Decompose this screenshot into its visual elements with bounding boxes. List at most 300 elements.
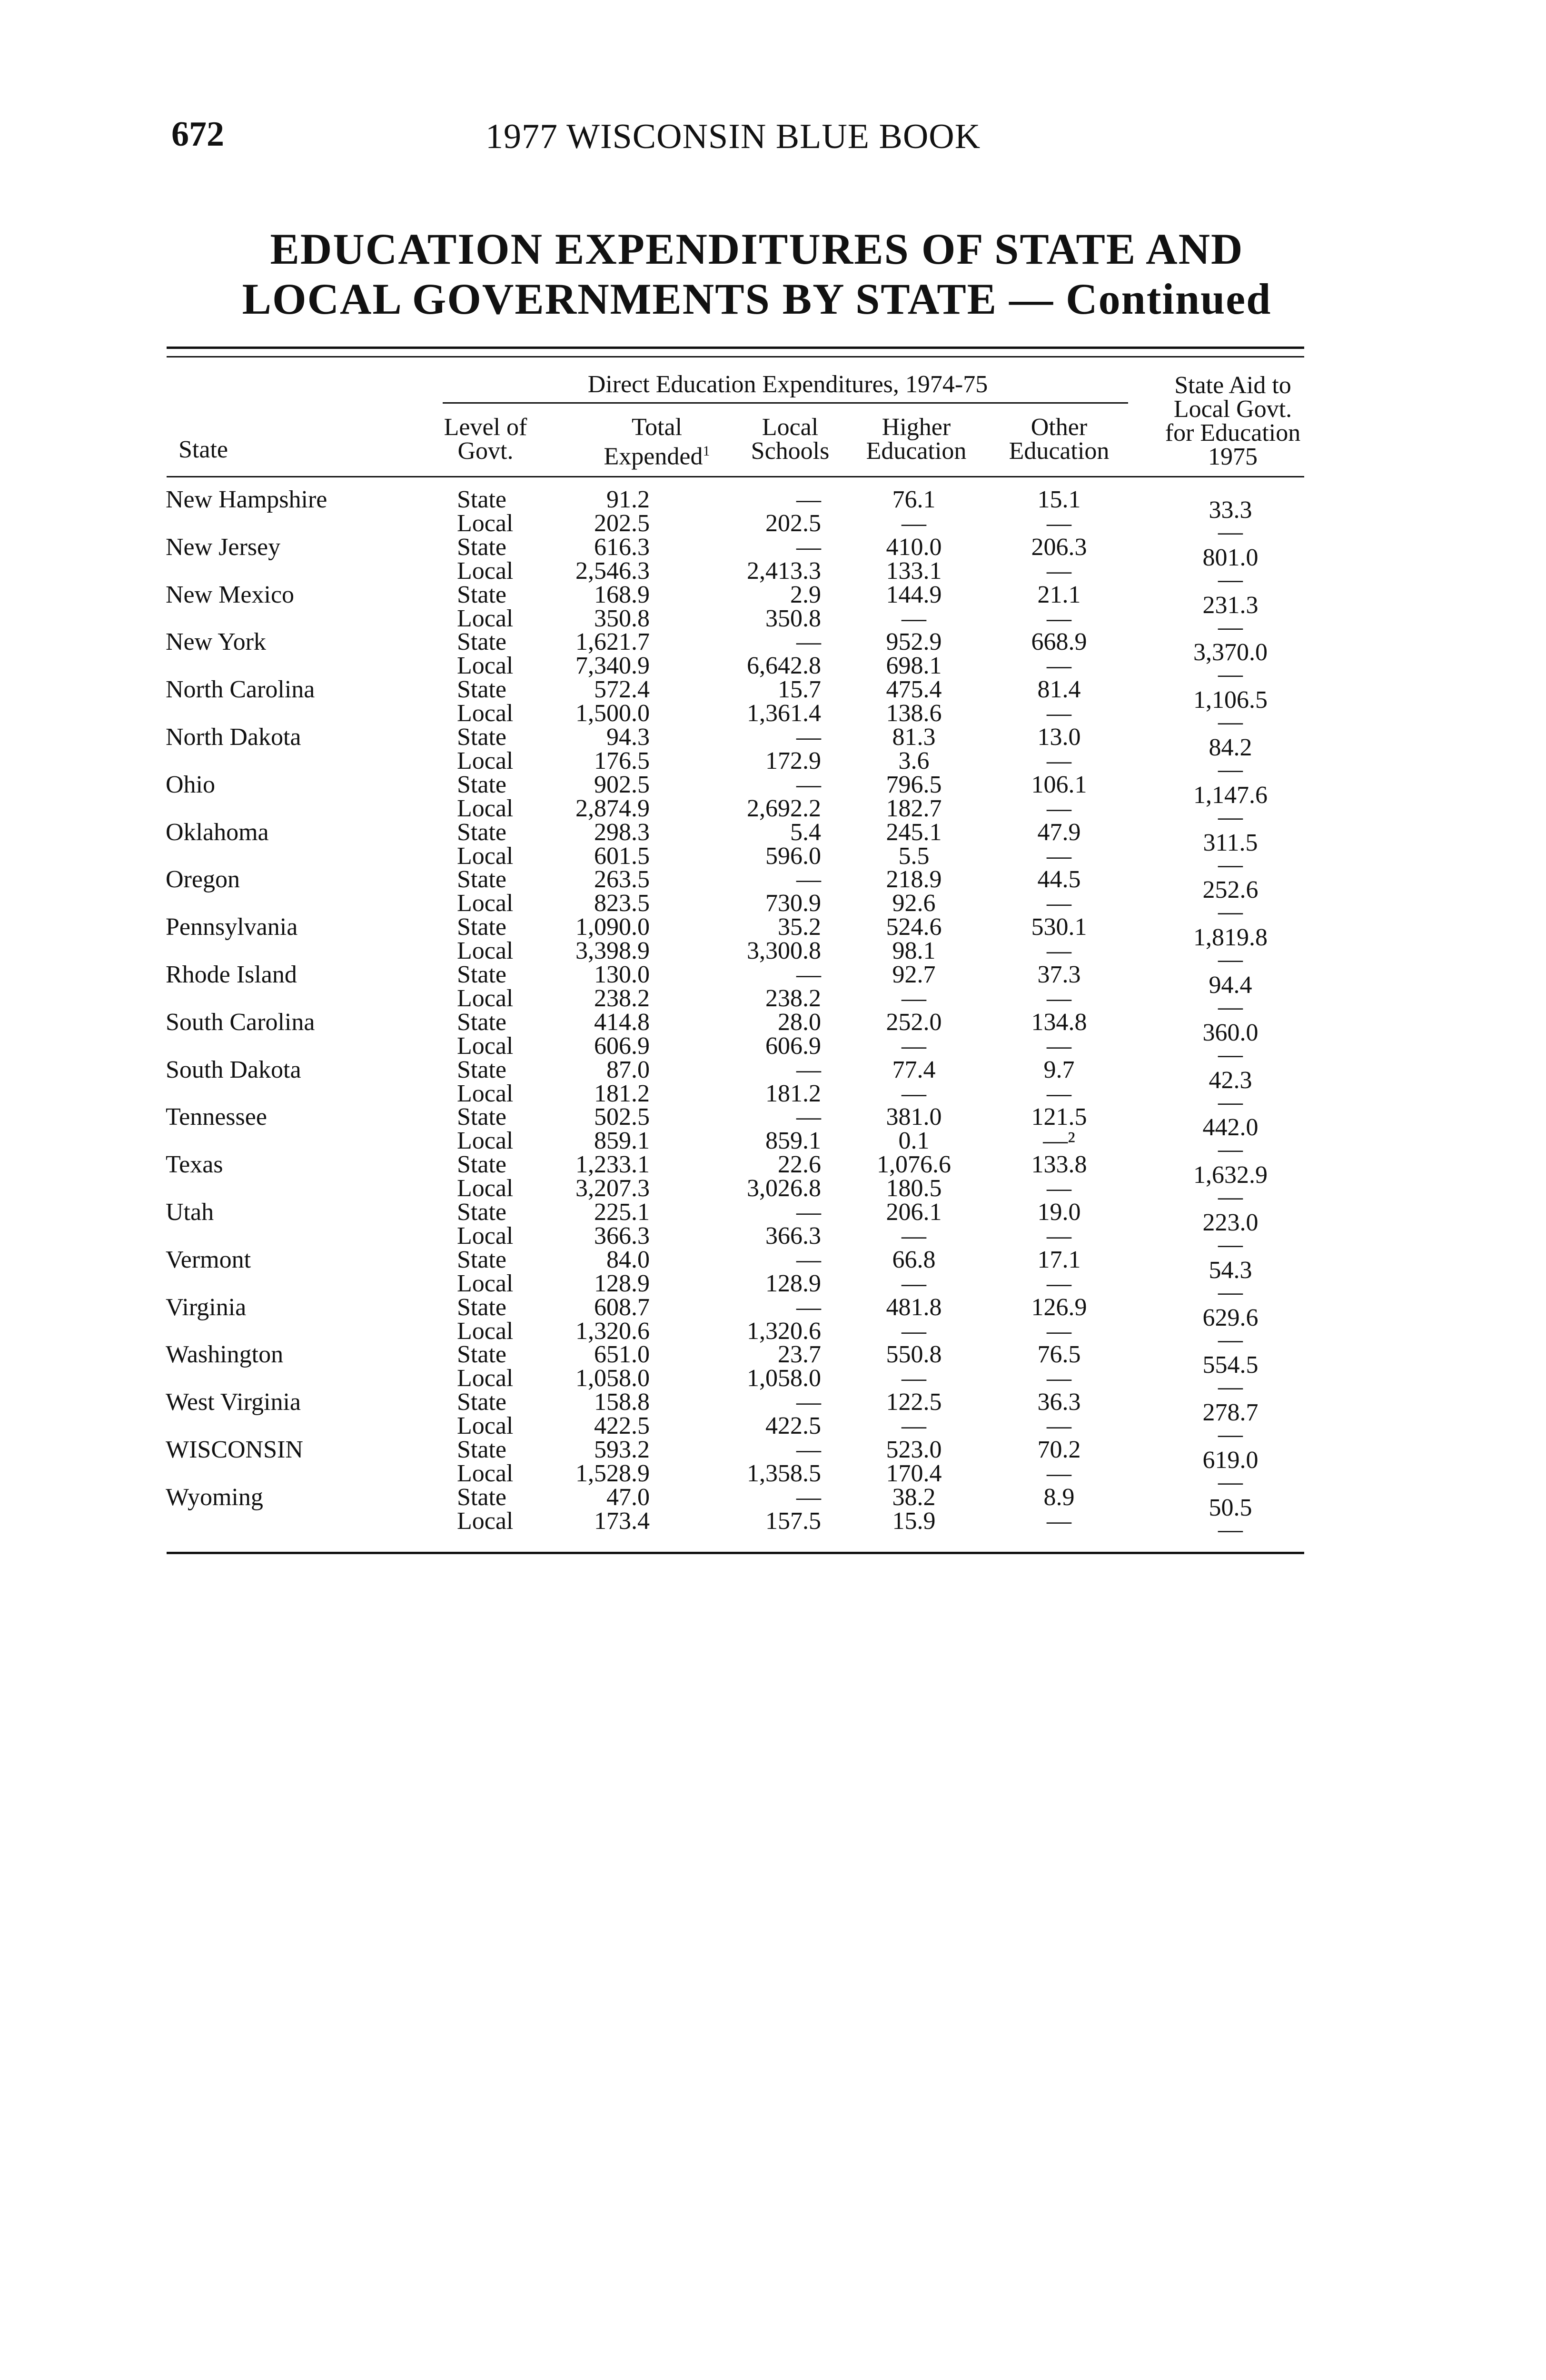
local-schools-state: — [796,1056,821,1083]
local-schools-local: 2,413.3 [747,557,821,585]
state-aid: 84.2 [1209,734,1252,761]
local-schools-state: 5.4 [790,818,821,846]
total-local: 1,528.9 [575,1460,650,1487]
table-row [0,771,1546,831]
level-state: State [457,961,506,988]
state-aid: 1,147.6 [1193,781,1268,809]
state-name: Texas [166,1151,223,1179]
higher-ed-local: 3.6 [898,747,930,774]
state-aid: 94.4 [1209,972,1252,999]
header-local-line-1: Local [762,414,819,441]
table-row [0,1008,1546,1068]
level-local: Local [457,652,514,680]
state-aid: 54.3 [1209,1256,1252,1284]
level-state: State [457,1008,506,1036]
higher-ed-local: 138.6 [886,700,942,727]
level-local: Local [457,985,514,1012]
higher-ed-state: 38.2 [892,1483,936,1511]
local-schools-local: 1,058.0 [747,1365,821,1392]
table-title-main: LOCAL GOVERNMENTS BY STATE [242,275,998,323]
header-total-line-2 [585,439,728,468]
state-aid-local: — [1218,1421,1243,1448]
total-state: 414.8 [594,1008,650,1036]
higher-ed-state: 252.0 [886,1008,942,1036]
local-schools-local: 2,692.2 [747,794,821,822]
total-local: 422.5 [594,1412,650,1440]
local-schools-state: — [796,486,821,513]
state-aid-local: — [1218,898,1243,926]
table-row [0,1436,1546,1496]
local-schools-state: — [796,866,821,893]
higher-ed-state: 381.0 [886,1103,942,1131]
state-aid: 1,106.5 [1193,686,1268,714]
table-row [0,1293,1546,1353]
header-group: Direct Education Expenditures, 1974-75 [587,371,988,398]
other-ed-state: 9.7 [1043,1056,1075,1083]
other-ed-state: 36.3 [1037,1388,1081,1416]
header-level-line-2: Govt. [457,437,514,465]
other-ed-state: 206.3 [1031,533,1087,561]
table-row [0,1056,1546,1116]
total-state: 158.8 [594,1388,650,1416]
higher-ed-state: 1,076.6 [877,1151,951,1179]
level-local: Local [457,1365,514,1392]
other-ed-state: 106.1 [1031,771,1087,798]
state-name: Utah [166,1199,214,1226]
higher-ed-local: — [902,1080,926,1107]
local-schools-local: 172.9 [765,747,821,774]
header-state: State [178,436,228,463]
total-local: 176.5 [594,747,650,774]
local-schools-local: 128.9 [765,1269,821,1297]
higher-ed-local: 133.1 [886,557,942,585]
state-name: New Mexico [166,581,295,608]
higher-ed-local: — [902,1032,926,1060]
state-aid: 252.6 [1202,876,1259,904]
header-level-line-1: Level of [444,414,527,441]
other-ed-local: — [1047,1412,1071,1440]
local-schools-local: 6,642.8 [747,652,821,680]
local-schools-local: 606.9 [765,1032,821,1060]
level-local: Local [457,1127,514,1155]
header-aid-line-4: 1975 [1208,443,1258,470]
local-schools-local: 202.5 [765,510,821,537]
other-ed-local: — [1047,700,1071,727]
level-local: Local [457,510,514,537]
level-state: State [457,1199,506,1226]
other-ed-local: — [1047,557,1071,585]
state-aid-local: — [1218,1041,1243,1068]
state-name: South Carolina [166,1008,315,1036]
page-number: 672 [171,115,224,154]
local-schools-state: 15.7 [778,676,821,704]
state-name: North Dakota [166,724,301,751]
level-state: State [457,1056,506,1083]
total-local: 823.5 [594,890,650,917]
level-state: State [457,818,506,846]
level-local: Local [457,557,514,585]
table-row [0,533,1546,593]
level-local: Local [457,794,514,822]
table-row [0,724,1546,783]
total-local: 1,500.0 [575,700,650,727]
local-schools-local: 157.5 [765,1507,821,1535]
state-aid: 50.5 [1209,1494,1252,1521]
local-schools-state: — [796,1483,821,1511]
higher-ed-state: 122.5 [886,1388,942,1416]
level-local: Local [457,937,514,965]
table-row [0,866,1546,926]
table-title-line-1: EDUCATION EXPENDITURES OF STATE AND [270,225,1244,273]
local-schools-local: 3,300.8 [747,937,821,965]
state-aid-local: — [1218,851,1243,878]
total-state: 902.5 [594,771,650,798]
level-local: Local [457,747,514,774]
local-schools-local: 1,361.4 [747,700,821,727]
higher-ed-local: 0.1 [898,1127,930,1155]
other-ed-state: 133.8 [1031,1151,1087,1179]
total-local: 3,207.3 [575,1175,650,1202]
level-state: State [457,533,506,561]
other-ed-local: — [1047,794,1071,822]
higher-ed-local: 180.5 [886,1175,942,1202]
local-schools-state: — [796,961,821,988]
higher-ed-state: 475.4 [886,676,942,704]
header-total-label: Expended [604,443,703,470]
level-state: State [457,724,506,751]
state-aid-local: — [1218,518,1243,545]
level-local: Local [457,1080,514,1107]
local-schools-local: 366.3 [765,1222,821,1250]
state-name: Oklahoma [166,818,269,846]
other-ed-local: — [1047,1507,1071,1535]
total-state: 572.4 [594,676,650,704]
state-aid: 42.3 [1209,1066,1252,1094]
table-row [0,913,1546,973]
other-ed-local: — [1047,1460,1071,1487]
table-row [0,1341,1546,1401]
state-aid: 278.7 [1202,1399,1259,1427]
state-aid-local: — [1218,661,1243,688]
state-name: West Virginia [166,1388,301,1416]
table-row [0,581,1546,641]
total-state: 608.7 [594,1293,650,1321]
header-higher-line-1: Higher [882,414,951,441]
level-local: Local [457,1460,514,1487]
state-aid-local: — [1218,1326,1243,1353]
top-rule-2 [167,356,1304,357]
state-name: Wyoming [166,1483,263,1511]
total-state: 651.0 [594,1341,650,1368]
local-schools-state: — [796,1388,821,1416]
total-state: 130.0 [594,961,650,988]
header-higher-line-2: Education [866,437,967,465]
state-aid: 554.5 [1202,1351,1259,1379]
level-local: Local [457,842,514,870]
table-title-line-2 [181,274,1333,324]
higher-ed-local: — [902,1269,926,1297]
state-aid-local: — [1218,946,1243,973]
higher-ed-local: — [902,1222,926,1250]
top-rule-1 [167,347,1304,349]
local-schools-local: 3,026.8 [747,1175,821,1202]
total-local: 181.2 [594,1080,650,1107]
table-row [0,676,1546,736]
state-aid: 223.0 [1202,1209,1259,1236]
other-ed-local: — [1047,652,1071,680]
local-schools-state: 23.7 [778,1341,821,1368]
total-state: 616.3 [594,533,650,561]
total-state: 168.9 [594,581,650,608]
level-local: Local [457,1317,514,1345]
level-local: Local [457,1269,514,1297]
higher-ed-local: 92.6 [892,890,936,917]
state-aid-local: — [1218,613,1243,641]
higher-ed-state: 218.9 [886,866,942,893]
higher-ed-local: 15.9 [892,1507,936,1535]
level-state: State [457,771,506,798]
other-ed-local: — [1047,937,1071,965]
state-name: New York [166,628,266,656]
header-other-line-1: Other [1031,414,1088,441]
other-ed-state: 8.9 [1043,1483,1075,1511]
local-schools-state: — [796,1436,821,1463]
higher-ed-local: — [902,1317,926,1345]
other-ed-local: — [1047,1175,1071,1202]
higher-ed-local: 170.4 [886,1460,942,1487]
level-local: Local [457,1175,514,1202]
table-row [0,1483,1546,1543]
total-state: 593.2 [594,1436,650,1463]
state-name: Virginia [166,1293,247,1321]
total-local: 2,546.3 [575,557,650,585]
state-aid-local: — [1218,1373,1243,1401]
other-ed-state: 530.1 [1031,913,1087,941]
header-other-line-2: Education [1009,437,1110,465]
level-local: Local [457,1507,514,1535]
state-name: New Jersey [166,533,281,561]
other-ed-local: — [1047,1365,1071,1392]
table-row [0,486,1546,545]
local-schools-local: 422.5 [765,1412,821,1440]
other-ed-state: 21.1 [1037,581,1081,608]
header-aid-line-3: for Education [1165,419,1301,446]
local-schools-state: — [796,533,821,561]
higher-ed-state: 524.6 [886,913,942,941]
other-ed-local: — [1047,1222,1071,1250]
higher-ed-local: — [902,605,926,632]
other-ed-state: 668.9 [1031,628,1087,656]
table-row [0,628,1546,688]
total-state: 1,621.7 [575,628,650,656]
other-ed-state: 17.1 [1037,1246,1081,1273]
local-schools-local: 181.2 [765,1080,821,1107]
state-aid: 801.0 [1202,544,1259,571]
state-name: Vermont [166,1246,251,1273]
total-state: 225.1 [594,1199,650,1226]
state-aid-local: — [1218,1278,1243,1306]
other-ed-local: — [1047,1269,1071,1297]
total-state: 298.3 [594,818,650,846]
state-aid-local: — [1218,1088,1243,1116]
total-local: 128.9 [594,1269,650,1297]
higher-ed-state: 76.1 [892,486,936,513]
higher-ed-local: — [902,1412,926,1440]
state-aid: 442.0 [1202,1114,1259,1141]
header-aid-line-2: Local Govt. [1173,396,1292,423]
level-state: State [457,1483,506,1511]
local-schools-state: — [796,1199,821,1226]
other-ed-state: 134.8 [1031,1008,1087,1036]
state-aid: 33.3 [1209,496,1252,524]
higher-ed-local: — [902,510,926,537]
total-local: 238.2 [594,985,650,1012]
higher-ed-state: 77.4 [892,1056,936,1083]
header-bottom-rule [167,476,1304,477]
other-ed-state: 47.9 [1037,818,1081,846]
higher-ed-state: 245.1 [886,818,942,846]
local-schools-state: 2.9 [790,581,821,608]
state-aid: 1,819.8 [1193,924,1268,952]
state-aid: 3,370.0 [1193,639,1268,666]
total-state: 1,090.0 [575,913,650,941]
header-total-footnote: 1 [703,443,710,459]
state-aid-local: — [1218,756,1243,783]
level-state: State [457,676,506,704]
total-state: 87.0 [606,1056,650,1083]
state-name: New Hampshire [166,486,327,513]
state-name: Ohio [166,771,215,798]
table-title-continued: — Continued [1009,275,1272,323]
state-aid-local: — [1218,565,1243,593]
state-name: Pennsylvania [166,913,298,941]
local-schools-state: — [796,771,821,798]
level-state: State [457,486,506,513]
higher-ed-state: 81.3 [892,724,936,751]
total-state: 502.5 [594,1103,650,1131]
state-name: Washington [166,1341,284,1368]
local-schools-state: — [796,1293,821,1321]
local-schools-state: 28.0 [778,1008,821,1036]
total-local: 1,320.6 [575,1317,650,1345]
state-aid-local: — [1218,708,1243,736]
header-aid-line-1: State Aid to [1174,372,1291,399]
higher-ed-state: 92.7 [892,961,936,988]
state-aid-local: — [1218,803,1243,831]
higher-ed-local: 182.7 [886,794,942,822]
higher-ed-state: 550.8 [886,1341,942,1368]
total-state: 94.3 [606,724,650,751]
higher-ed-state: 66.8 [892,1246,936,1273]
higher-ed-local: — [902,985,926,1012]
header-total-line-1: Total [631,414,683,441]
higher-ed-state: 410.0 [886,533,942,561]
higher-ed-state: 523.0 [886,1436,942,1463]
level-state: State [457,1436,506,1463]
higher-ed-state: 796.5 [886,771,942,798]
state-aid: 360.0 [1202,1019,1259,1046]
local-schools-state: — [796,724,821,751]
level-local: Local [457,605,514,632]
local-schools-state: — [796,628,821,656]
total-local: 1,058.0 [575,1365,650,1392]
state-name: North Carolina [166,676,315,704]
total-local: 366.3 [594,1222,650,1250]
running-head: 1977 WISCONSIN BLUE BOOK [486,117,981,156]
state-aid-local: — [1218,1183,1243,1211]
local-schools-local: 730.9 [765,890,821,917]
other-ed-local: — [1047,1080,1071,1107]
other-ed-state: 19.0 [1037,1199,1081,1226]
local-schools-local: 1,358.5 [747,1460,821,1487]
total-local: 350.8 [594,605,650,632]
level-state: State [457,1103,506,1131]
state-aid: 1,632.9 [1193,1161,1268,1189]
level-state: State [457,866,506,893]
higher-ed-local: 698.1 [886,652,942,680]
table-row [0,818,1546,878]
other-ed-state: 76.5 [1037,1341,1081,1368]
total-local: 7,340.9 [575,652,650,680]
state-aid-local: — [1218,1136,1243,1163]
state-name: WISCONSIN [166,1436,303,1463]
state-name: Oregon [166,866,240,893]
higher-ed-state: 952.9 [886,628,942,656]
higher-ed-state: 481.8 [886,1293,942,1321]
local-schools-state: — [796,1246,821,1273]
local-schools-state: 22.6 [778,1151,821,1179]
other-ed-state: 126.9 [1031,1293,1087,1321]
state-name: Tennessee [166,1103,267,1131]
other-ed-local: — [1047,747,1071,774]
state-name: Rhode Island [166,961,297,988]
higher-ed-local: 5.5 [898,842,930,870]
table-row [0,1151,1546,1211]
total-local: 859.1 [594,1127,650,1155]
other-ed-local: — [1047,890,1071,917]
total-state: 263.5 [594,866,650,893]
higher-ed-state: 206.1 [886,1199,942,1226]
total-local: 601.5 [594,842,650,870]
level-local: Local [457,700,514,727]
table-row [0,961,1546,1021]
higher-ed-state: 144.9 [886,581,942,608]
level-state: State [457,1151,506,1179]
local-schools-state: — [796,1103,821,1131]
level-state: State [457,628,506,656]
other-ed-state: 121.5 [1031,1103,1087,1131]
header-group-rule [443,402,1128,404]
state-aid: 629.6 [1202,1304,1259,1331]
table-row [0,1199,1546,1258]
total-state: 84.0 [606,1246,650,1273]
other-ed-state: 37.3 [1037,961,1081,988]
other-ed-local: — [1047,605,1071,632]
higher-ed-local: — [902,1365,926,1392]
local-schools-local: 1,320.6 [747,1317,821,1345]
other-ed-state: 70.2 [1037,1436,1081,1463]
local-schools-local: 859.1 [765,1127,821,1155]
level-state: State [457,1246,506,1273]
level-state: State [457,1293,506,1321]
other-ed-local: — [1047,510,1071,537]
level-state: State [457,1388,506,1416]
level-local: Local [457,1412,514,1440]
state-aid: 311.5 [1203,829,1258,856]
state-name: South Dakota [166,1056,301,1083]
level-local: Local [457,890,514,917]
table-row [0,1103,1546,1163]
